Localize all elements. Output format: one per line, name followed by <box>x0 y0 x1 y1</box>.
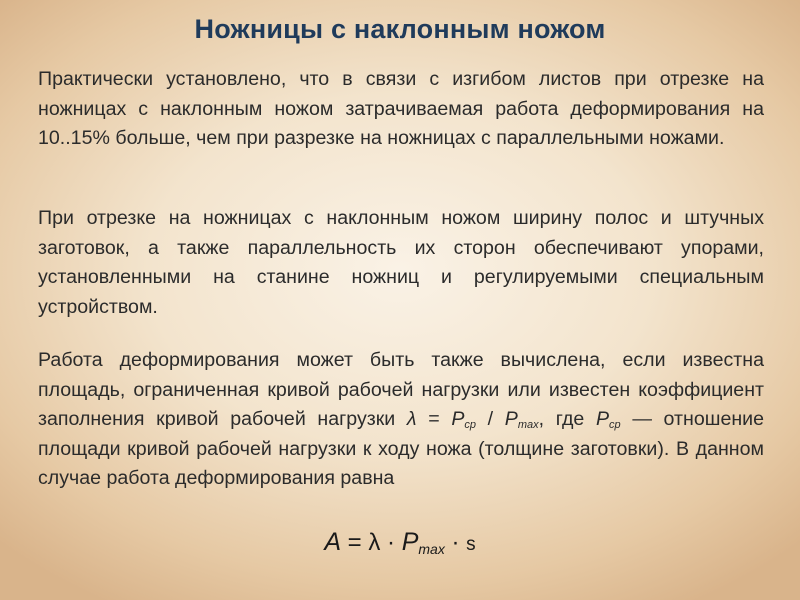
formula-dot: · <box>444 529 467 556</box>
paragraph-2: При отрезке на ножницах с наклонным ножом ширину полос и штучных заготовок, а также параллельность их сторон обеспечивают упорами, установленными на станине ножниц и регулируемыми специальным устройством. <box>38 207 764 318</box>
paragraph-3-text-a: Работа деформирования может быть также вычислена, если известна площадь, ограниченная кривой рабочей нагрузки или известен коэффициент заполнения кривой рабочей нагрузки <box>38 349 764 430</box>
p-max-subscript: max <box>517 419 539 431</box>
formula-a: A <box>324 528 342 556</box>
lambda-symbol: λ <box>406 408 417 430</box>
paragraph-1: Практически установлено, что в связи с изгибом листов при отрезке на ножницах с наклонным ножом затрачиваемая работа деформирования на 10..15% больше, чем при разрезке на ножницах с параллельными ножами. <box>38 68 764 149</box>
paragraph-3-text-b: , где <box>538 408 596 430</box>
work-formula <box>0 528 800 557</box>
p-avg-subscript: ср <box>464 419 477 431</box>
equals-sign: = <box>416 408 452 430</box>
formula-p: P <box>401 528 419 556</box>
formula-s: s <box>466 534 476 555</box>
slash-sign: / <box>476 408 505 430</box>
p-avg-subscript-2: ср <box>609 419 621 431</box>
p-avg-symbol: P <box>451 408 465 430</box>
paragraph-3-text-c: — отношение площади кривой рабочей нагрузки к ходу ножа (толщине заготовки). В данном случае работа деформирования равна <box>38 408 764 489</box>
formula-p-subscript: max <box>418 541 445 557</box>
p-avg-symbol-2: P <box>595 408 610 430</box>
paragraph-3 <box>38 346 764 494</box>
p-max-symbol: P <box>504 408 518 430</box>
formula-equals-lambda: = λ · <box>341 529 402 556</box>
slide-title: Ножницы с наклонным ножом <box>194 14 606 44</box>
